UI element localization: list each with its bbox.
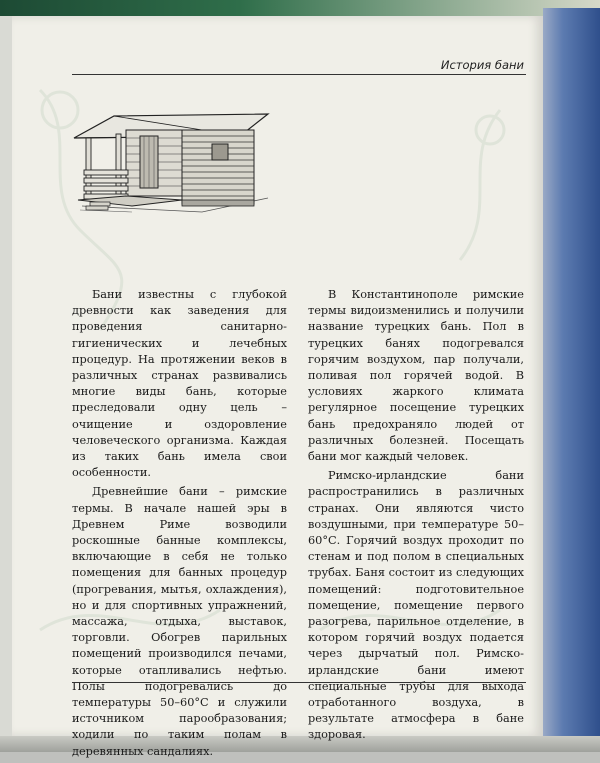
running-header bbox=[72, 56, 526, 76]
page-left-edge bbox=[0, 16, 12, 752]
bathhouse-illustration bbox=[72, 94, 272, 224]
book-cover-edge bbox=[543, 8, 600, 752]
paragraph: В Константинополе римские термы видоизменились и получили название турецких бань. Пол в турецких банях подогревался горячим воздухом, пар получали, поливая пол горячей водой. В условиях жаркого климата регулярное посещение турецких бань предохраняло людей от различных болезней. Посещать бани мог каждый человек. bbox=[308, 288, 524, 464]
header-rule bbox=[72, 74, 526, 75]
paragraph: Бани известны с глубокой древности как заведения для проведения санитарно-гигиенических и лечебных процедур. На протяжении веков в различных странах развивались многие виды бань, которые преследовали одну цель – очищение и оздоровление человеческого организма. Каждая из таких бань имела свои особенности. bbox=[72, 288, 287, 480]
paragraph: Древнейшие бани – римские термы. В начале нашей эры в Древнем Риме возводили роскошные банные комплексы, включающие в себя не только помещения для банных процедур (прогревания, мытья, охлаждения), но и для спортивных упражнений, массажа, отдыха, выставок, торговли. Обогрев парильных помещений производился печами, которые отапливались нефтью. Полы подогревались до температуры 50–60°С и служили источником парообразования; ходили по таким полам в деревянных сандалиях. bbox=[72, 485, 287, 758]
text-column-right bbox=[308, 287, 524, 747]
footer-rule bbox=[72, 682, 526, 683]
header-title: История бани bbox=[440, 58, 524, 72]
book-top-edge bbox=[0, 0, 600, 16]
paragraph: Римско-ирландские бани распространились в различных странах. Они являются чисто воздушными, при температуре 50–60°С. Горячий воздух проходит по стенам и под полом в специальных трубах. Баня состоит из следующих помещений: подготовительное помещение, помещение первого разогрева, парильное отделение, в котором горячий воздух подается через дырчатый пол. Римско-ирландские бани имеют специальные трубы для выхода отработанного воздуха, в результате атмосфера в бане здоровая. bbox=[308, 469, 524, 742]
text-column-left bbox=[72, 287, 287, 763]
